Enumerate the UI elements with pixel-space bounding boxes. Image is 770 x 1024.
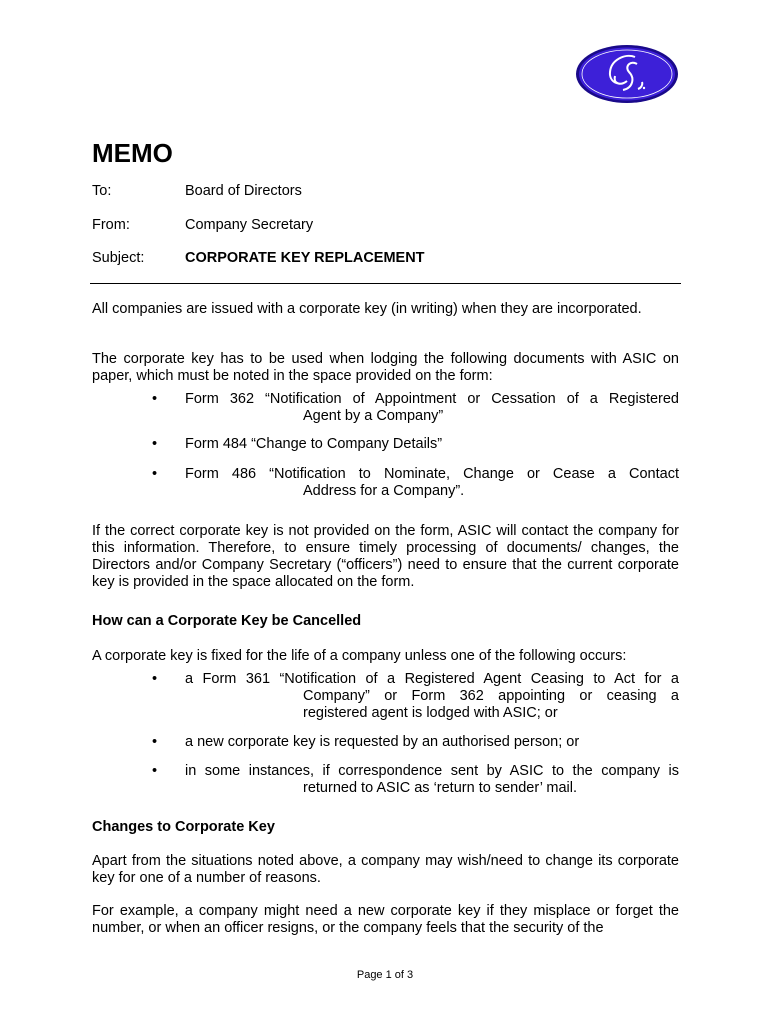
lodging-paragraph: The corporate key has to be used when lodging the following documents with ASIC on paper, which must be noted in the space provided on the form:	[92, 351, 679, 384]
header-divider	[90, 283, 681, 284]
form-486-line2: Address for a Company”.	[303, 483, 465, 499]
form-362-line2: Agent by a Company”	[303, 408, 444, 424]
page-number: Page 1 of 3	[356, 969, 414, 981]
occurrence-form-361-line3: registered agent is lodged with ASIC; or	[303, 705, 558, 721]
incorrect-key-paragraph: If the correct corporate key is not provided on the form, ASIC will contact the company for this information. Therefore, to ensure timely processing of documents/ changes, the Directors and/or Company Secretary (“officers”) need to ensure that the current corporate key is provided in the space allocated on the form.	[92, 523, 679, 590]
to-value: Board of Directors	[185, 183, 302, 199]
fixed-key-paragraph: A corporate key is fixed for the life of a company unless one of the following occurs:	[92, 648, 627, 664]
cancel-heading: How can a Corporate Key be Cancelled	[92, 613, 362, 629]
changes-heading: Changes to Corporate Key	[92, 819, 275, 835]
intro-paragraph: All companies are issued with a corporate key (in writing) when they are incorporated.	[92, 301, 642, 317]
from-value: Company Secretary	[185, 217, 314, 233]
from-label: From:	[92, 217, 130, 233]
bullet-icon: •	[152, 391, 158, 407]
occurrence-form-361-line2: Company” or Form 362 appointing or ceasing a	[303, 688, 679, 704]
company-logo	[575, 44, 679, 104]
occurrence-form-361-line1: a Form 361 “Notification of a Registered Agent Ceasing to Act for a	[185, 671, 679, 687]
from-row	[92, 216, 313, 234]
subject-label: Subject:	[92, 250, 145, 266]
form-486-line1: Form 486 “Notification to Nominate, Change or Cease a Contact	[185, 466, 679, 482]
occurrence-return-to-sender-item	[152, 763, 679, 797]
memo-title: MEMO	[92, 138, 173, 168]
form-486-item	[152, 466, 679, 500]
bullet-icon: •	[152, 734, 158, 750]
form-362-line1: Form 362 “Notification of Appointment or Cessation of a Registered	[185, 391, 679, 407]
apart-paragraph: Apart from the situations noted above, a company may wish/need to change its corporate key for one of a number of reasons.	[92, 853, 679, 886]
subject-value: CORPORATE KEY REPLACEMENT	[185, 250, 425, 266]
bullet-icon: •	[152, 466, 158, 482]
to-row	[92, 182, 302, 200]
form-362-item	[152, 391, 679, 425]
form-484-item	[152, 436, 679, 453]
bullet-icon: •	[152, 671, 158, 687]
occurrence-form-361-item	[152, 671, 679, 722]
subject-row	[92, 249, 425, 267]
example-paragraph: For example, a company might need a new corporate key if they misplace or forget the number, or when an officer resigns, or the company feels that the security of the	[92, 903, 679, 936]
occurrence-new-key-item	[152, 734, 679, 751]
occurrence-return-line2: returned to ASIC as ‘return to sender’ mail.	[303, 780, 578, 796]
bullet-icon: •	[152, 436, 158, 452]
bullet-icon: •	[152, 763, 158, 779]
occurrence-new-key-line1: a new corporate key is requested by an authorised person; or	[185, 734, 580, 750]
form-484-line1: Form 484 “Change to Company Details”	[185, 436, 443, 452]
occurrence-return-line1: in some instances, if correspondence sent by ASIC to the company is	[185, 763, 679, 779]
to-label: To:	[92, 183, 112, 199]
